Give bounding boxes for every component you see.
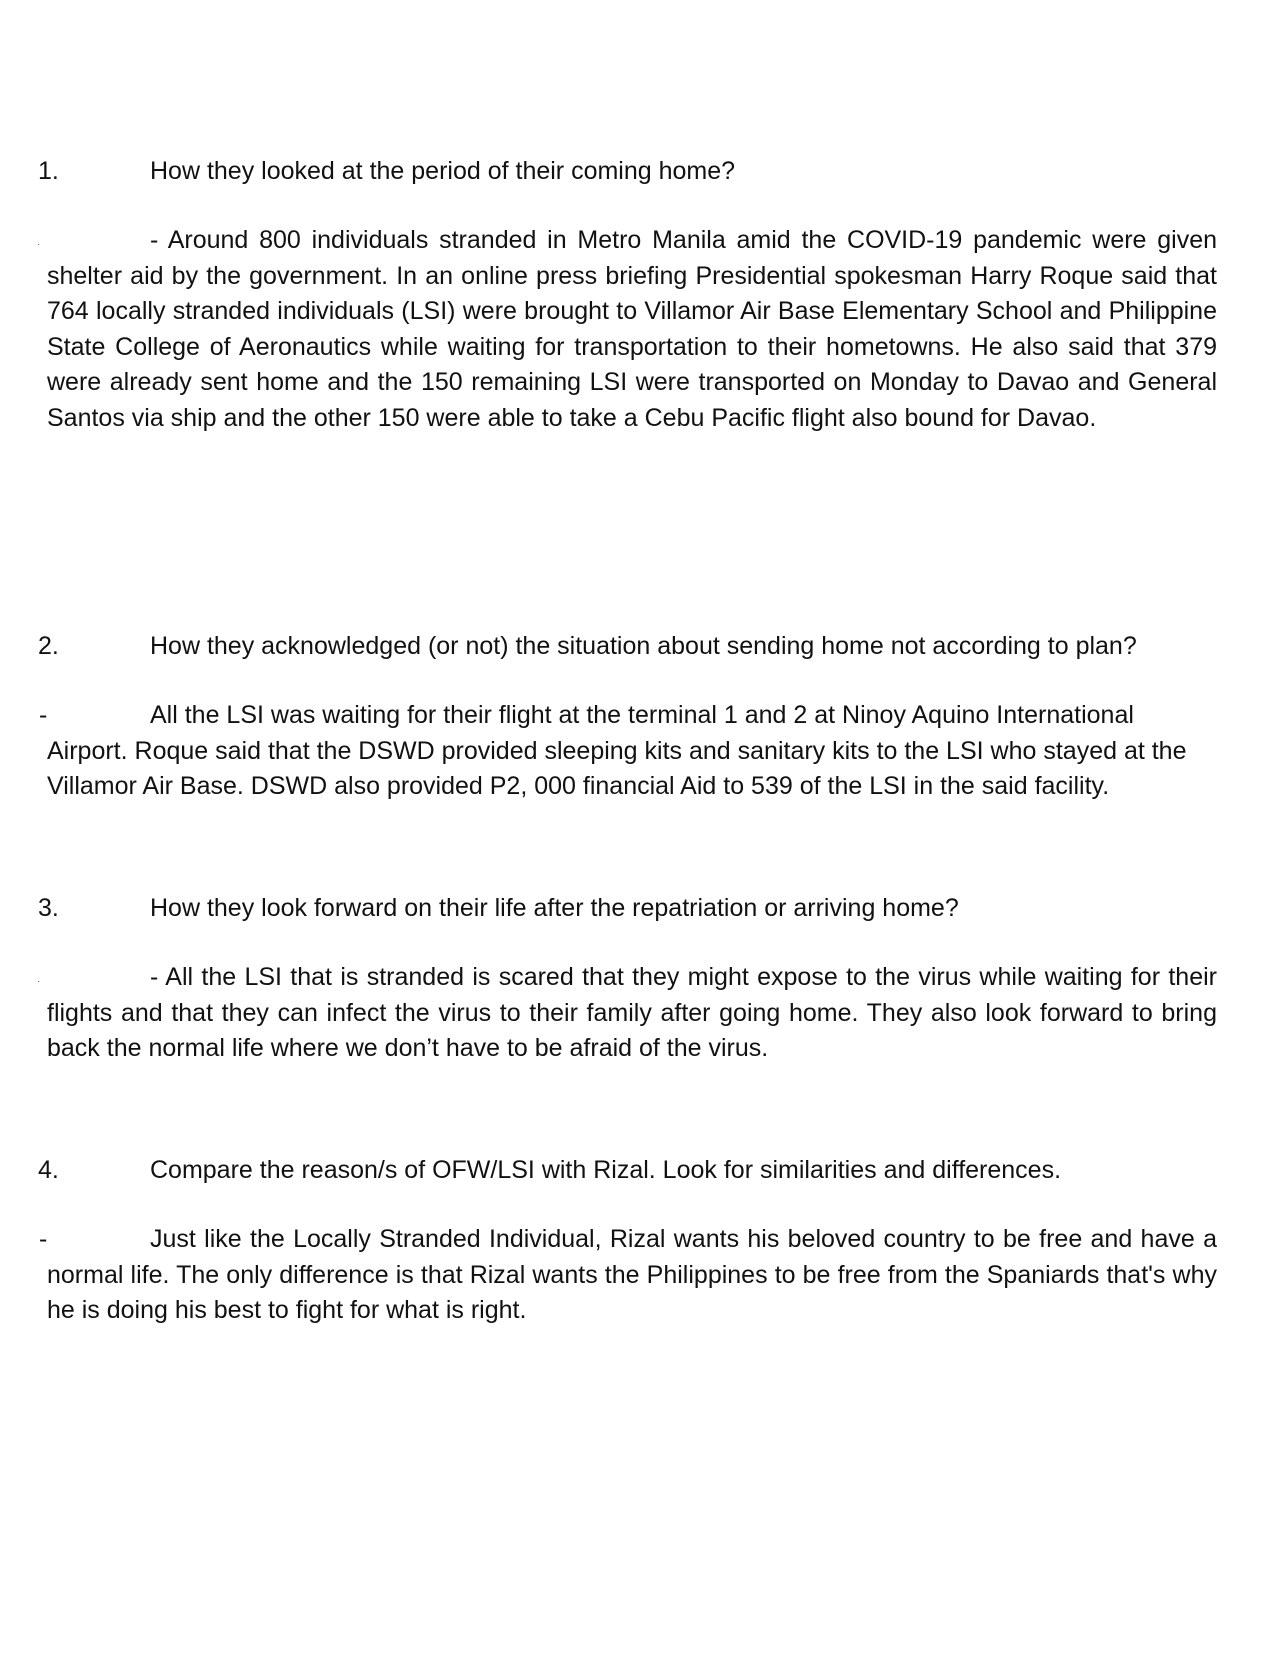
dash-marker: - <box>39 1225 48 1253</box>
answer-3 <box>47 960 1217 1067</box>
dash-marker: - <box>39 701 48 729</box>
question-number: 1. <box>38 157 59 185</box>
answer-text: Just like the Locally Stranded Individual, Rizal wants his beloved country to be free and have a normal life. The only difference is that Rizal wants the Philippines to be free from the Spaniards that's why he is doing his best to fight for what is right. <box>47 1225 1217 1324</box>
question-number: 4. <box>38 1156 59 1184</box>
answer-text: All the LSI was waiting for their flight at the terminal 1 and 2 at Ninoy Aquino International Airport. Roque said that the DSWD provided sleeping kits and sanitary kits to the LSI who stayed at the Villamor Air Base. DSWD also provided P2, 000 financial Aid to 539 of the LSI in the said facility. <box>47 701 1187 800</box>
question-text: How they looked at the period of their coming home? <box>150 157 736 185</box>
answer-text: - Around 800 individuals stranded in Metro Manila amid the COVID-19 pandemic were given shelter aid by the government. In an online press briefing Presidential spokesman Harry Roque said that 764 locally stranded individuals (LSI) were brought to Villamor Air Base Elementary School and Philippine State College of Aeronautics while waiting for transportation to their hometowns. He also said that 379 were already sent home and the 150 remaining LSI were transported on Monday to Davao and General Santos via ship and the other 150 were able to take a Cebu Pacific flight also bound for Davao. <box>47 226 1217 432</box>
answer-text: - All the LSI that is stranded is scared that they might expose to the virus while waiting for their flights and that they can infect the virus to their family after going home. They also look forward to bring back the normal life where we don’t have to be afraid of the virus. <box>47 963 1217 1062</box>
answer-1 <box>47 223 1217 436</box>
answer-4 <box>39 1222 1217 1329</box>
question-text: How they acknowledged (or not) the situation about sending home not according to plan? <box>150 632 1137 660</box>
answer-2 <box>39 698 1217 805</box>
bullet-dot-icon: · <box>37 976 41 987</box>
question-text: Compare the reason/s of OFW/LSI with Rizal. Look for similarities and differences. <box>150 1156 1062 1184</box>
question-number: 3. <box>38 894 59 922</box>
question-text: How they look forward on their life after the repatriation or arriving home? <box>150 894 959 922</box>
question-number: 2. <box>38 632 59 660</box>
bullet-dot-icon: · <box>37 239 41 250</box>
